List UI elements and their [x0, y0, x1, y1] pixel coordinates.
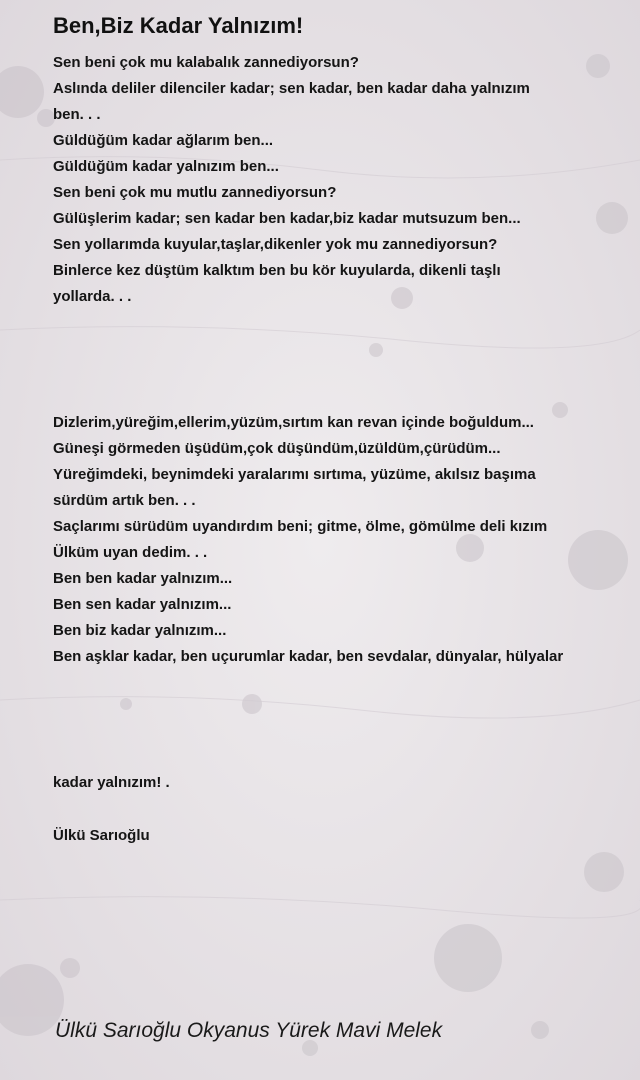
poem-line: Aslında deliler dilenciler kadar; sen kadar, ben kadar daha yalnızım	[53, 80, 530, 97]
poem-line: Güneşi görmeden üşüdüm,çok düşündüm,üzüldüm,çürüdüm...	[53, 440, 501, 457]
poem-line: sürdüm artık ben. . .	[53, 492, 196, 509]
poem-line: Dizlerim,yüreğim,ellerim,yüzüm,sırtım kan revan içinde boğuldum...	[53, 414, 534, 431]
poem-line: Ülküm uyan dedim. . .	[53, 544, 208, 561]
poem-line: Güldüğüm kadar ağlarım ben...	[53, 132, 274, 149]
poem-line: Ben biz kadar yalnızım...	[53, 622, 227, 639]
poem-line: kadar yalnızım! .	[53, 774, 170, 791]
poem-author: Ülkü Sarıoğlu	[53, 827, 150, 844]
poem-line: Güldüğüm kadar yalnızım ben...	[53, 158, 279, 175]
poem-line: Binlerce kez düştüm kalktım ben bu kör kuyularda, dikenli taşlı	[53, 262, 501, 279]
poem-line: Sen yollarımda kuyular,taşlar,dikenler yok mu zannediyorsun?	[53, 236, 498, 253]
poem-line: Saçlarımı sürüdüm uyandırdım beni; gitme, ölme, gömülme deli kızım	[53, 518, 548, 535]
poem-line: Yüreğimdeki, beynimdeki yaralarımı sırtıma, yüzüme, akılsız başıma	[53, 466, 536, 483]
poem-line: Sen beni çok mu kalabalık zannediyorsun?	[53, 54, 359, 71]
poem-line: Ben ben kadar yalnızım...	[53, 570, 233, 587]
poem-line: ben. . .	[53, 106, 101, 123]
poem-line: Sen beni çok mu mutlu zannediyorsun?	[53, 184, 337, 201]
poem-title: Ben,Biz Kadar Yalnızım!	[53, 13, 304, 38]
stanza-1	[53, 50, 613, 310]
stanza-2	[53, 410, 613, 670]
poem-line: Ben aşklar kadar, ben uçurumlar kadar, ben sevdalar, dünyalar, hülyalar	[53, 648, 564, 665]
poem-line: Gülüşlerim kadar; sen kadar ben kadar,biz kadar mutsuzum ben...	[53, 210, 521, 227]
poem-line: Ben sen kadar yalnızım...	[53, 596, 232, 613]
stanza-3	[53, 770, 613, 796]
footer-signature: Ülkü Sarıoğlu Okyanus Yürek Mavi Melek	[55, 1019, 443, 1042]
poem-line: yollarda. . .	[53, 288, 132, 305]
